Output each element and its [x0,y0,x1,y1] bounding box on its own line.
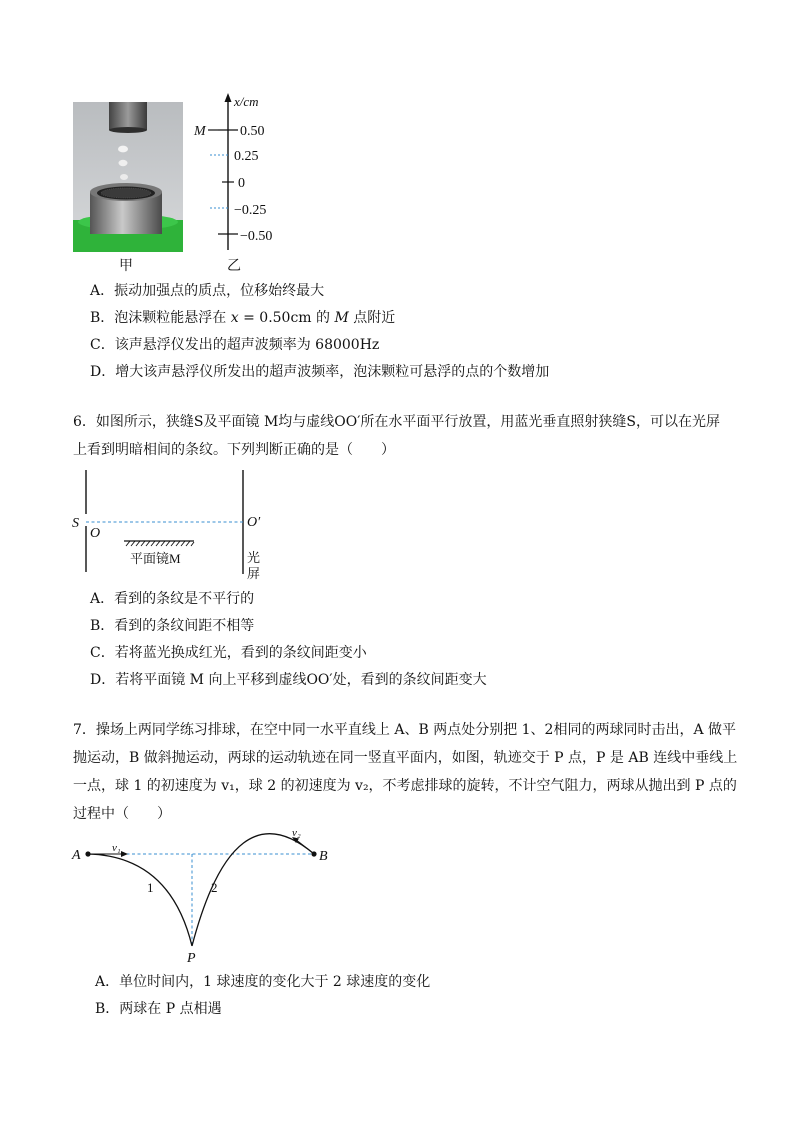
label-o-prime: O′ [247,515,261,530]
tick-050: 0.50 [240,124,265,139]
label-curve-2: 2 [211,880,218,895]
q6-stem-line1: 6．如图所示，狭缝S及平面镜 M均与虚线OO′所在水平面平行放置，用蓝光垂直照射狭缝S，可以在光屏 [73,414,721,430]
point-m-label: M [194,124,206,139]
q6-option-b: B．看到的条纹间距不相等 [90,618,255,634]
label-v2: v₂ [292,827,301,839]
label-v1: v₁ [112,842,121,854]
label-o: O [90,526,101,541]
q7-projectile-figure [66,826,336,966]
x-axis-diagram [180,92,290,262]
label-curve-1: 1 [147,880,154,895]
q7-stem-line4: 过程中（ ） [73,806,171,822]
q7-stem-line3: 一点，球 1 的初速度为 v₁，球 2 的初速度为 v₂，不考虑排球的旋转，不计空气阻力，两球从抛出到 P 点的 [73,778,737,794]
figure-acoustic-levitator [70,92,290,274]
q5-option-a: A．振动加强点的质点，位移始终最大 [90,283,325,299]
q6-stem-line2: 上看到明暗相间的条纹。下列判断正确的是（ ） [73,442,395,458]
q6-option-a: A．看到的条纹是不平行的 [90,591,255,607]
q7-option-a: A．单位时间内，1 球速度的变化大于 2 球速度的变化 [95,974,431,990]
label-b: B [319,849,328,864]
q7-stem-line2: 抛运动，B 做斜抛运动，两球的运动轨迹在同一竖直平面内，如图，轨迹交于 P 点，P 是 AB 连线中垂线上 [73,750,738,766]
q5-option-b: B．泡沫颗粒能悬浮在 x = 0.50cm 的 M 点附近 [90,310,396,326]
screen-label-2: 屏 [247,566,261,581]
label-a: A [72,848,81,863]
screen-label-1: 光 [247,550,261,565]
tick-neg025: −0.25 [234,203,267,218]
tick-neg050: −0.50 [240,229,273,244]
caption-jia: 甲 [119,258,133,274]
q7-option-b: B．两球在 P 点相遇 [95,1001,222,1017]
axis-label: x/cm [234,94,259,109]
q7-stem-line1: 7．操场上两同学练习排球，在空中同一水平直线上 A、B 两点处分别把 1、2相同的两球同时击出，A 做平 [73,722,737,738]
q5-option-d: D．增大该声悬浮仪所发出的超声波频率，泡沫颗粒可悬浮的点的个数增加 [90,364,550,380]
mirror-label: 平面镜M [130,551,181,566]
levitator-photo [73,102,183,252]
tick-025: 0.25 [234,149,259,164]
tick-0: 0 [238,176,245,191]
q5-option-c: C．该声悬浮仪发出的超声波频率为 68000Hz [90,337,380,353]
q6-option-c: C．若将蓝光换成红光，看到的条纹间距变小 [90,645,367,661]
label-p: P [187,951,196,966]
q6-lloyd-mirror-figure [68,466,298,582]
caption-yi: 乙 [227,258,241,274]
label-s: S [72,516,79,531]
q6-option-d: D．若将平面镜 M 向上平移到虚线OO′处，看到的条纹间距变大 [90,672,487,688]
